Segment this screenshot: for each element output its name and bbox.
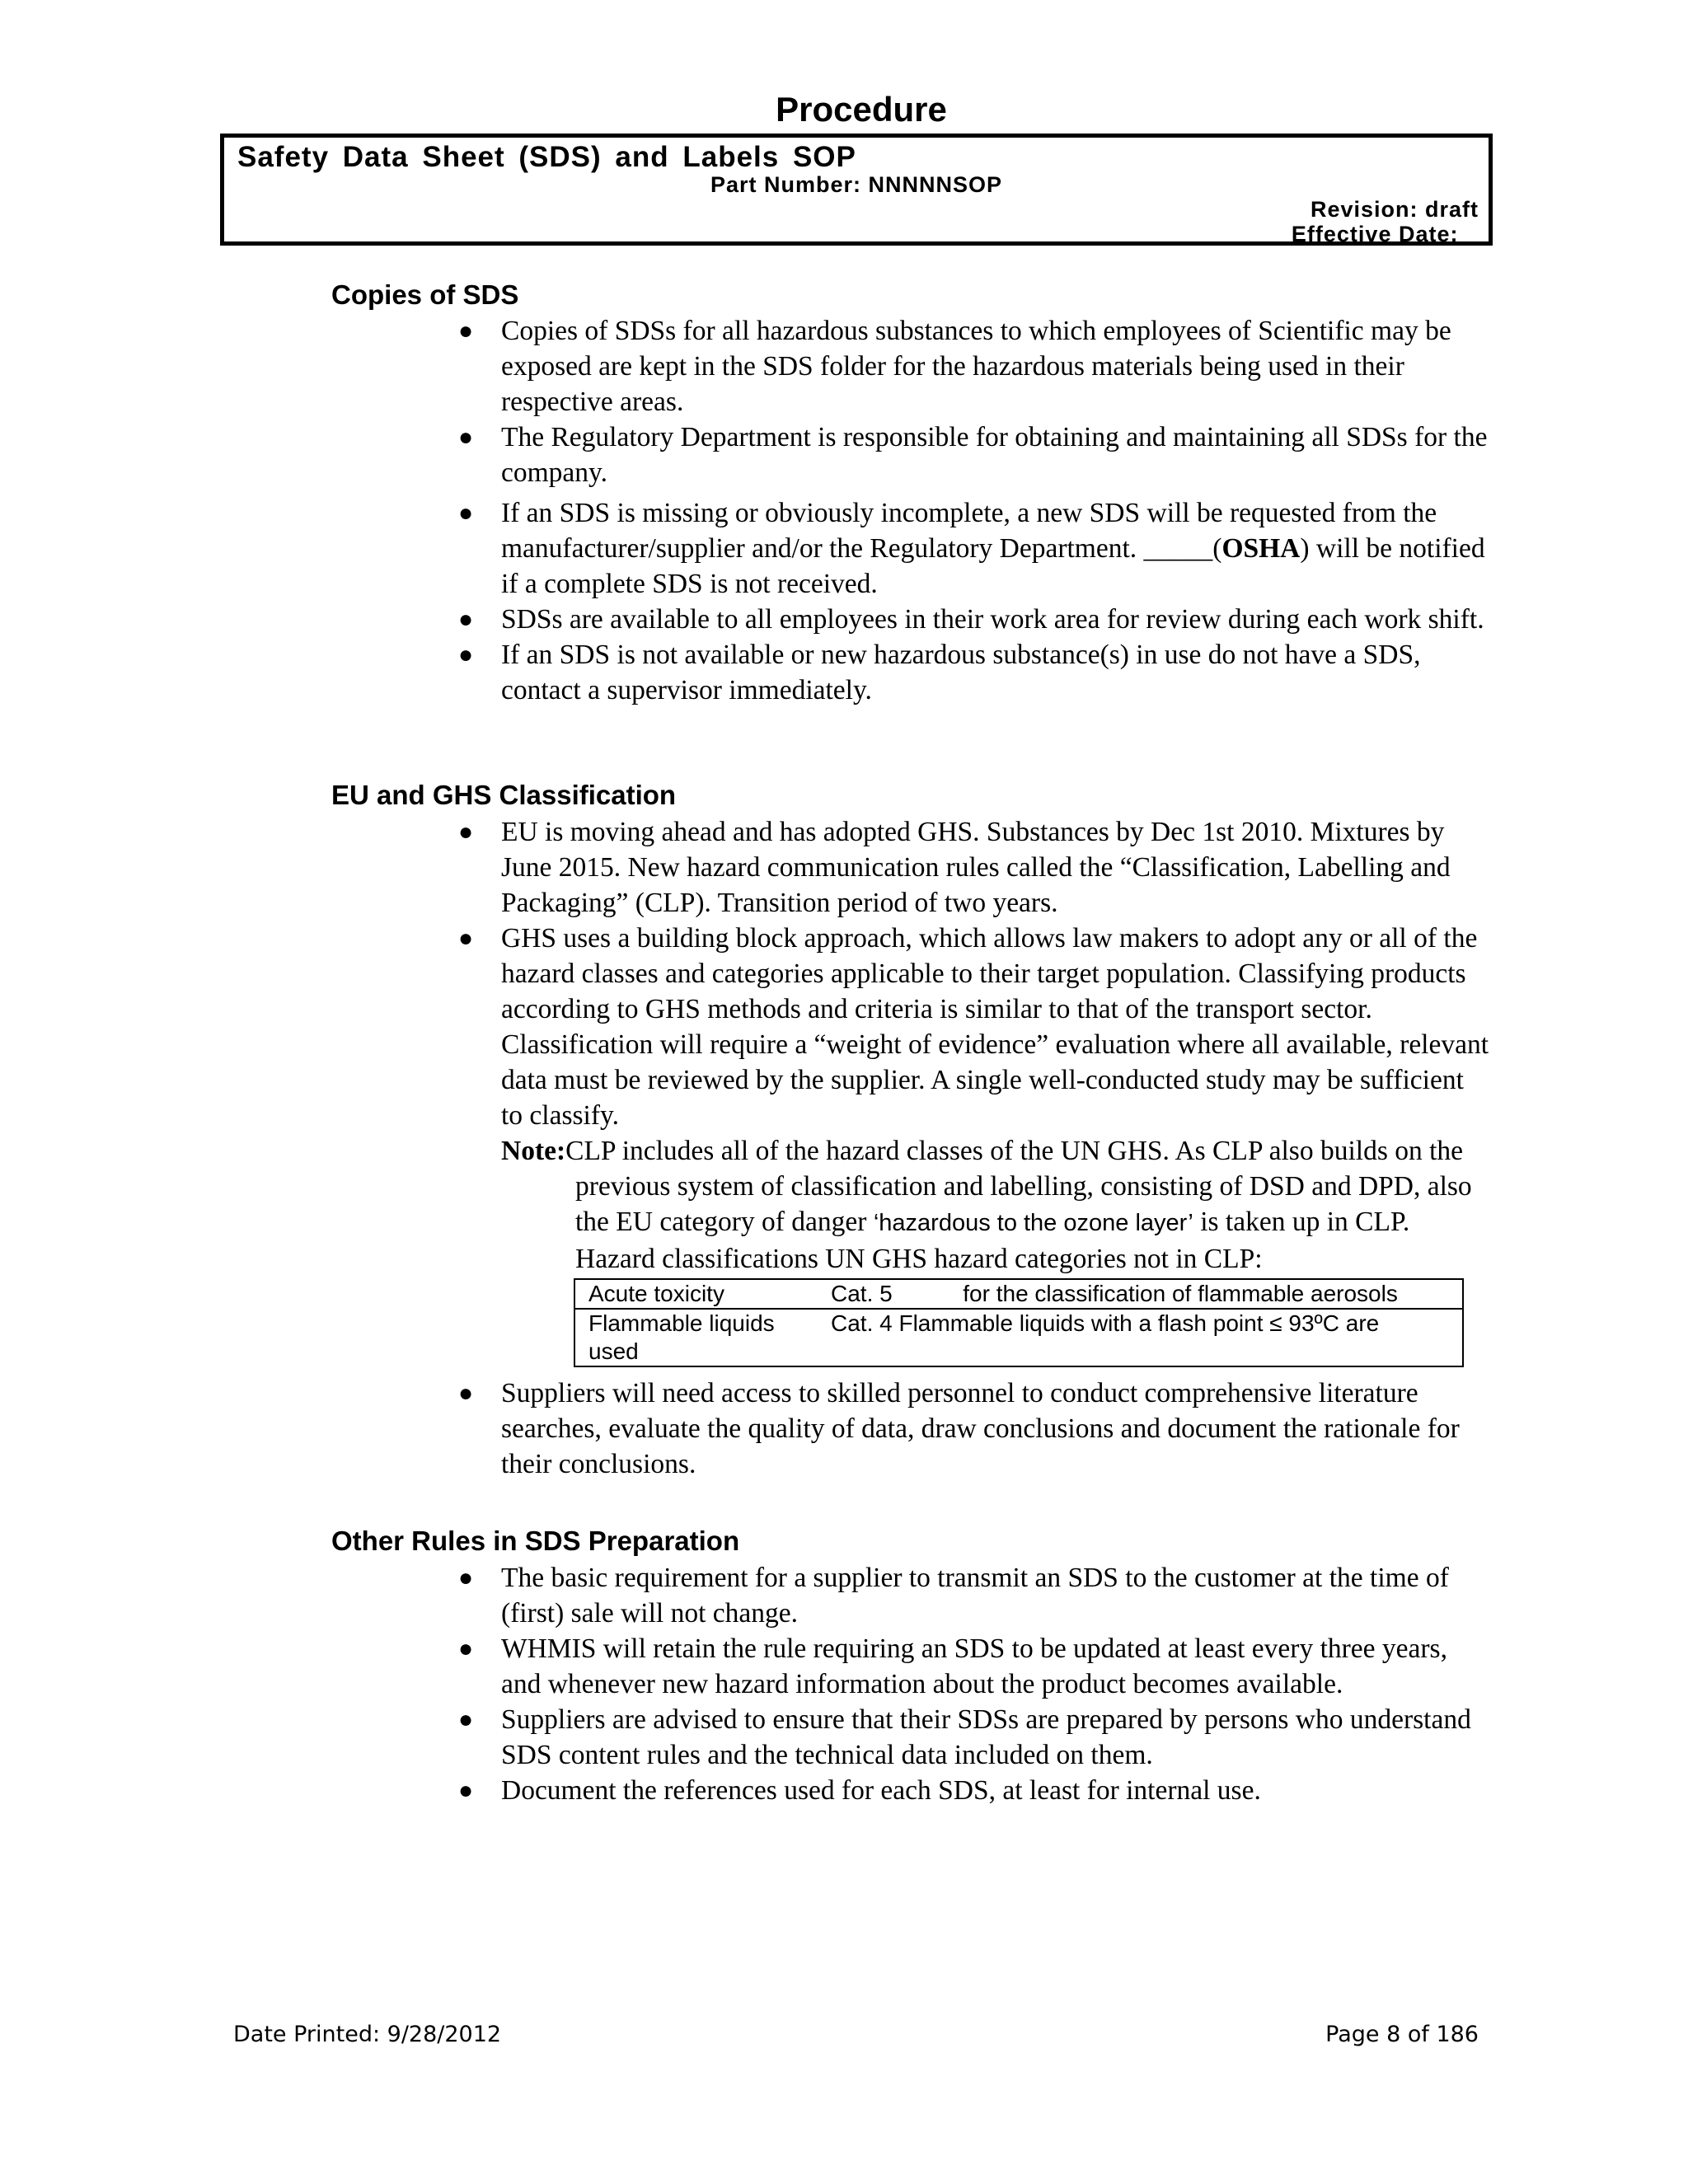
bullet-icon: ● (458, 641, 474, 668)
section-heading-other-rules: Other Rules in SDS Preparation (331, 1526, 740, 1556)
list-item: ● EU is moving ahead and has adopted GHS. Substances by Dec 1st 2010. Mixtures by June 2015. New hazard communication rules called the “Classification, Labelling and Packaging” (CLP). Transition period of two years. (0, 814, 1490, 921)
effective-date: Effective Date: _ (1291, 222, 1479, 246)
date-printed: Date Printed: 9/28/2012 (233, 2022, 502, 2047)
document-header-box (220, 134, 1493, 246)
list-item: ● If an SDS is missing or obviously incomplete, a new SDS will be requested from the manufacturer/supplier and/or the Regulatory Department. _____(OSHA) will be notified if a complete SDS is not received. (0, 495, 1490, 602)
bullet-icon: ● (458, 1635, 474, 1662)
other-rules-list (0, 1560, 1688, 1808)
list-item: ● Suppliers are advised to ensure that their SDSs are prepared by persons who understand SDS content rules and the technical data included on them. (0, 1702, 1490, 1773)
eu-ghs-list (0, 814, 1688, 1482)
table-cell: Cat. 5 for the classification of flammable aerosols (818, 1279, 1463, 1309)
copies-of-sds-list (0, 313, 1688, 708)
table-row (574, 1279, 1463, 1309)
list-item: ● Document the references used for each SDS, at least for internal use. (0, 1773, 1490, 1808)
table-cell: Acute toxicity (574, 1279, 818, 1309)
list-item: ● WHMIS will retain the rule requiring an SDS to be updated at least every three years, and whenever new hazard information about the product becomes available. (0, 1631, 1490, 1702)
list-item: ● GHS uses a building block approach, which allows law makers to adopt any or all of the hazard classes and categories applicable to their target population. Classifying products according to GHS methods and criteria is similar to that of the transport sector. Classification will require a “weight of evidence” evaluation where all available, relevant data must be reviewed by the supplier. A single well-conducted study may be sufficient to classify. Note:CLP includes all of the hazard classes of the UN GHS. As CLP also builds on the previous system of classification and labelling, consisting of DSD and DPD, also the EU category of danger ‘hazardous to the ozone layer’ is taken up in CLP. Hazard classifications UN GHS hazard categories not in CLP: Acute toxicity Cat. 5 for the classification of flammable aerosols Flammable liquids used Cat. 4 Flammable liquids with a flash point ≤ 93ºC are (0, 921, 1490, 1367)
revision: Revision: draft (1310, 197, 1479, 222)
page-title: Procedure (776, 90, 947, 129)
bullet-icon: ● (458, 317, 474, 344)
bullet-icon: ● (458, 424, 474, 451)
list-item: ● Copies of SDSs for all hazardous substances to which employees of Scientific may be exposed are kept in the SDS folder for the hazardous materials being used in their respective areas. (0, 313, 1490, 419)
table-cell: Cat. 4 Flammable liquids with a flash point ≤ 93ºC are (818, 1309, 1463, 1366)
section-heading-copies-of-sds: Copies of SDS (331, 279, 519, 310)
document-name: Safety Data Sheet (SDS) and Labels SOP (237, 141, 856, 173)
bullet-icon: ● (458, 925, 474, 952)
hazard-categories-table (574, 1278, 1464, 1367)
bullet-icon: ● (458, 1380, 474, 1407)
bullet-icon: ● (458, 499, 474, 527)
page-number: Page 8 of 186 (1325, 2022, 1479, 2047)
section-heading-eu-ghs-classification: EU and GHS Classification (331, 780, 677, 810)
note-block: Note:CLP includes all of the hazard classes of the UN GHS. As CLP also builds on the previous system of classification and labelling, consisting of DSD and DPD, also the EU category of danger ‘hazardous to the ozone layer’ is taken up in CLP. Hazard classifications UN GHS hazard categories not in CLP: (501, 1136, 1472, 1274)
bullet-icon: ● (458, 1706, 474, 1733)
list-item: ● SDSs are available to all employees in their work area for review during each work shift. (0, 602, 1490, 637)
table-cell: Flammable liquids used (574, 1309, 818, 1366)
list-item: ● The Regulatory Department is responsible for obtaining and maintaining all SDSs for the company. (0, 419, 1490, 490)
bullet-icon: ● (458, 1564, 474, 1591)
part-number: Part Number: NNNNNSOP (710, 172, 1003, 197)
note-label: Note: (501, 1136, 566, 1166)
list-item: ● The basic requirement for a supplier to transmit an SDS to the customer at the time of (first) sale will not change. (0, 1560, 1490, 1631)
bullet-icon: ● (458, 1777, 474, 1804)
bullet-icon: ● (458, 818, 474, 846)
list-item: ● Suppliers will need access to skilled personnel to conduct comprehensive literature searches, evaluate the quality of data, draw conclusions and document the rationale for their conclusions. (0, 1376, 1490, 1482)
bullet-icon: ● (458, 606, 474, 633)
list-item: ● If an SDS is not available or new hazardous substance(s) in use do not have a SDS, contact a supervisor immediately. (0, 637, 1490, 708)
table-row (574, 1309, 1463, 1366)
